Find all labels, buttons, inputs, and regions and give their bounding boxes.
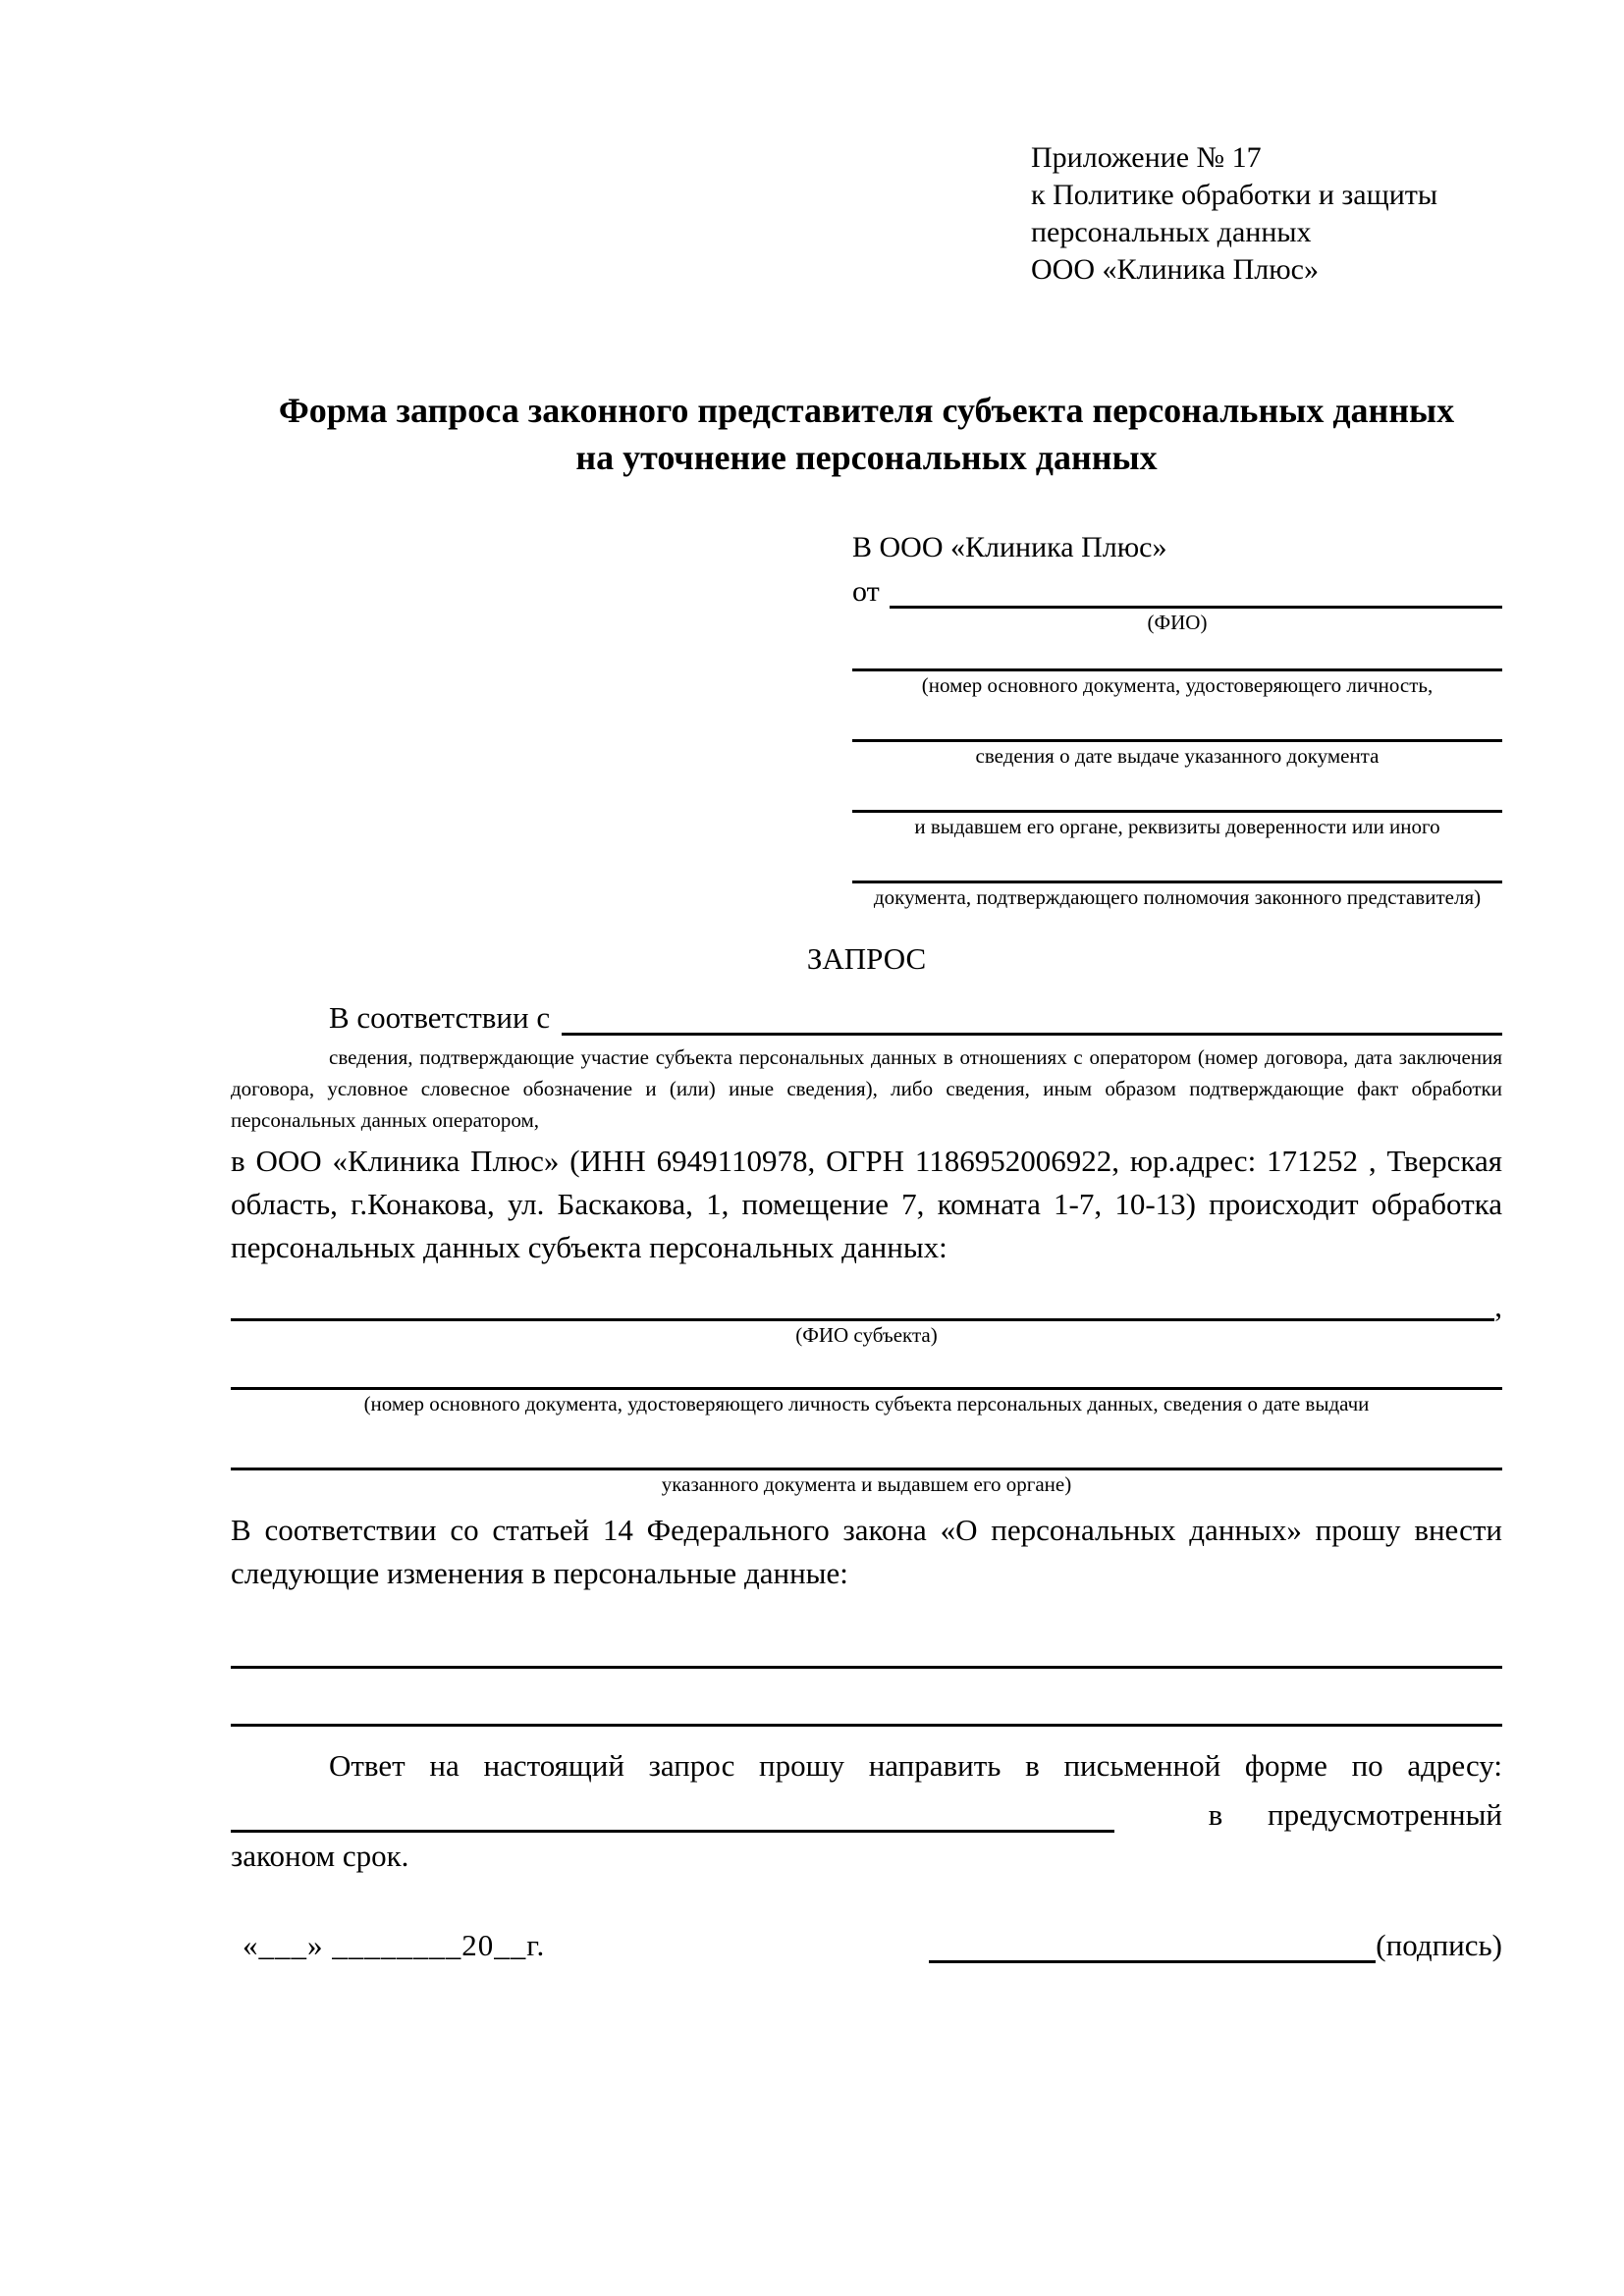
blank-line (852, 710, 1502, 742)
from-row (852, 567, 1502, 609)
blank-line (231, 1428, 1502, 1470)
changes-blank-line-2 (231, 1669, 1502, 1727)
addressee-to: В ООО «Клиника Плюс» (852, 531, 1167, 563)
blank-line (852, 851, 1502, 883)
subject-doc-caption-2: указанного документа и выдавшем его органе) (661, 1472, 1072, 1496)
appendix-policy-line2: персональных данных (1031, 216, 1312, 248)
subject-fio-caption: (ФИО субъекта) (795, 1323, 938, 1347)
from-label: от (852, 575, 880, 608)
from-blank-line (890, 606, 1502, 609)
doc-caption-1: (номер основного документа, удостоверяющего личность, (921, 673, 1434, 697)
subject-fio-blank-line (231, 1283, 1494, 1321)
fio-caption: (ФИО) (1147, 611, 1208, 634)
form-title-line2: на уточнение персональных данных (575, 438, 1158, 477)
addressee-block (852, 528, 1502, 910)
signature-caption: (подпись) (1376, 1928, 1502, 1962)
answer-address-row (231, 1788, 1502, 1833)
representative-doc-group-4 (852, 851, 1502, 910)
date-blank: «___» ________20__г. (243, 1928, 546, 1962)
form-title-line1: Форма запроса законного представителя субъекта персональных данных (278, 391, 1455, 430)
blank-line (231, 1348, 1502, 1390)
subject-doc-caption-1: (номер основного документа, удостоверяющего личность субъекта персональных данных, сведения о дате выдачи (363, 1392, 1370, 1415)
article-paragraph: В соответствии со статьей 14 Федерального закона «О персональных данных» прошу внести следующие изменения в персональные данные: (231, 1513, 1502, 1590)
intro-blank-line (562, 1033, 1502, 1036)
answer-paragraph-inline: в предусмотренный (1208, 1797, 1502, 1832)
intro-label: В соответствии с (329, 1000, 551, 1035)
appendix-policy-line: к Политике обработки и защиты (1031, 179, 1438, 211)
signature-block (929, 1927, 1502, 1963)
doc-caption-2: сведения о дате выдаче указанного документа (975, 744, 1380, 768)
doc-caption-4: документа, подтверждающего полномочия законного представителя) (873, 885, 1482, 909)
request-heading: ЗАПРОС (806, 941, 927, 976)
representative-doc-group-1 (852, 639, 1502, 698)
intro-row (231, 992, 1502, 1036)
answer-paragraph-line1: Ответ на настоящий запрос прошу направить в письменной форме по адресу: (329, 1748, 1502, 1783)
blank-line (852, 780, 1502, 813)
signature-blank-line (929, 1927, 1376, 1963)
subject-fio-row (231, 1283, 1502, 1321)
date-signature-row (231, 1927, 1502, 1963)
appendix-company: ООО «Клиника Плюс» (1031, 253, 1319, 286)
representative-doc-group-3 (852, 780, 1502, 839)
blank-line (852, 639, 1502, 671)
answer-address-blank-line (231, 1794, 1114, 1833)
form-title (231, 387, 1502, 481)
appendix-header (1031, 139, 1502, 289)
operator-paragraph: в ООО «Клиника Плюс» (ИНН 6949110978, ОГРН 1186952006922, юр.адрес: 171252 , Тверская область, г.Конакова, ул. Баскакова, 1, помещение 7, комната 1-7, 10-13) происходит обработка персональных данных субъекта персональных данных: (231, 1144, 1502, 1264)
appendix-number: Приложение № 17 (1031, 141, 1262, 174)
changes-blank-line-1 (231, 1632, 1502, 1669)
footnote-text: сведения, подтверждающие участие субъекта персональных данных в отношениях с оператором (номер договора, дата заключения договора, условное словесное обозначение и (или) иные сведения), либо сведения, иным образом подтверждающие факт обработки персональных данных оператором, (231, 1045, 1502, 1132)
representative-doc-group-2 (852, 710, 1502, 769)
subject-fio-comma: , (1494, 1289, 1502, 1323)
subject-doc-group-1 (231, 1348, 1502, 1416)
doc-caption-3: и выдавшем его органе, реквизиты доверенности или иного (914, 815, 1440, 838)
subject-doc-group-2 (231, 1428, 1502, 1497)
answer-paragraph-line3: законом срок. (231, 1839, 409, 1873)
